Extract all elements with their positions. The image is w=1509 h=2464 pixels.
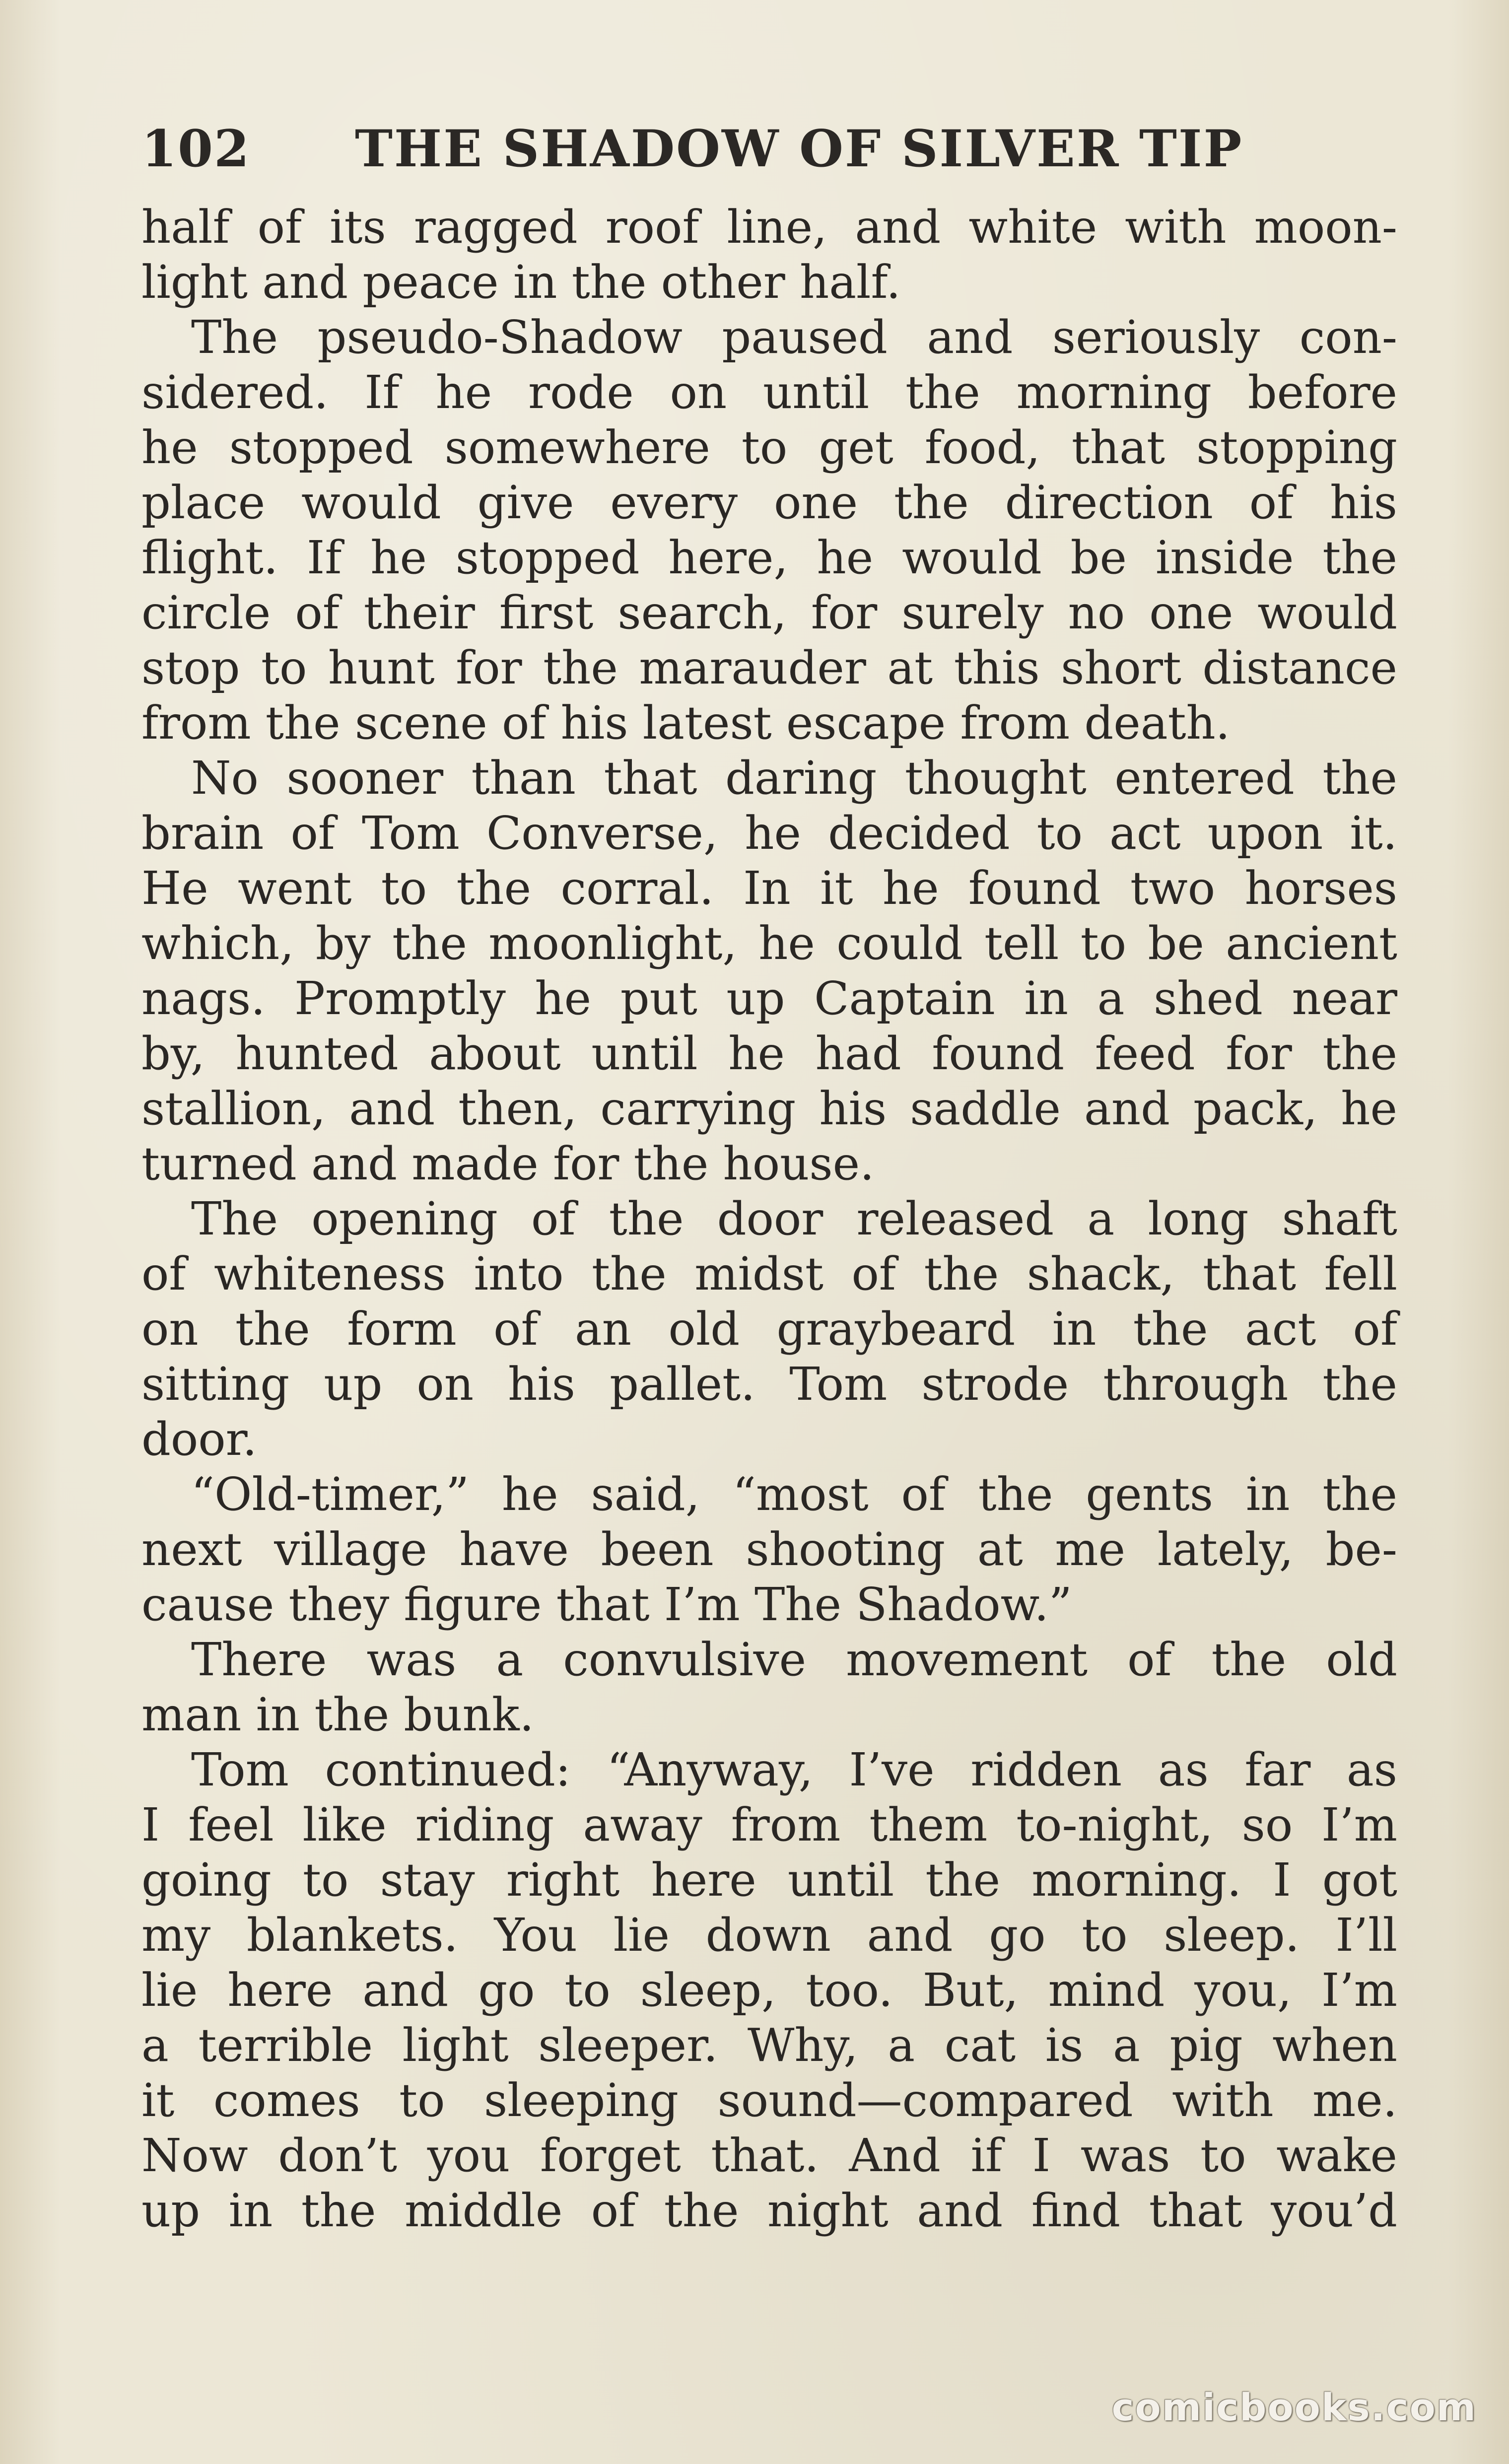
text-line: lie here and go to sleep, too. But, mind you, I’m xyxy=(141,1964,1397,2017)
text-line: my blankets. You lie down and go to sleep. I’ll xyxy=(141,1909,1397,1962)
text-line: nags. Promptly he put up Captain in a shed near xyxy=(141,972,1397,1025)
text-line: next village have been shooting at me lately, be- xyxy=(141,1523,1397,1576)
text-line: The opening of the door released a long shaft xyxy=(191,1192,1397,1245)
text-line: brain of Tom Converse, he decided to act upon it. xyxy=(141,807,1397,860)
text-line: up in the middle of the night and find that you’d xyxy=(141,2184,1397,2237)
text-line: on the form of an old graybeard in the act of xyxy=(141,1302,1397,1356)
text-line: Tom continued: “Anyway, I’ve ridden as far as xyxy=(191,1743,1397,1796)
text-line: it comes to sleeping sound—compared with me. xyxy=(141,2074,1397,2127)
text-line: flight. If he stopped here, he would be inside the xyxy=(141,531,1397,584)
text-line: The pseudo-Shadow paused and seriously con- xyxy=(191,311,1397,364)
text-line: by, hunted about until he had found feed for the xyxy=(141,1027,1397,1080)
text-line: from the scene of his latest escape from death. xyxy=(141,696,1231,750)
text-line: sidered. If he rode on until the morning before xyxy=(141,366,1397,419)
text-line: “Old-timer,” he said, “most of the gents in the xyxy=(191,1468,1397,1521)
text-line: man in the bunk. xyxy=(141,1688,534,1741)
text-line: stallion, and then, carrying his saddle and pack, he xyxy=(141,1082,1397,1135)
text-line: There was a convulsive movement of the old xyxy=(191,1633,1397,1686)
text-line: No sooner than that daring thought entered the xyxy=(191,752,1397,805)
text-line: place would give every one the direction of his xyxy=(141,476,1397,529)
text-line: He went to the corral. In it he found two horses xyxy=(141,862,1397,915)
text-line: turned and made for the house. xyxy=(141,1137,875,1190)
text-line: I feel like riding away from them to-night, so I’m xyxy=(141,1798,1397,1851)
text-line: he stopped somewhere to get food, that stopping xyxy=(141,421,1397,474)
watermark: comicbooks.com xyxy=(1111,2385,1477,2429)
text-line: Now don’t you forget that. And if I was to wake xyxy=(141,2129,1397,2182)
text-line: door. xyxy=(141,1413,257,1466)
text-line: sitting up on his pallet. Tom strode through the xyxy=(141,1358,1397,1411)
page-number: 102 xyxy=(141,119,250,179)
body-text xyxy=(141,200,1397,2238)
text-line: cause they figure that I’m The Shadow.” xyxy=(141,1578,1072,1631)
text-line: going to stay right here until the morning. I got xyxy=(141,1853,1397,1907)
text-line: light and peace in the other half. xyxy=(141,256,901,309)
book-page xyxy=(141,119,1397,2238)
text-line: half of its ragged roof line, and white with moon- xyxy=(141,201,1397,254)
text-line: a terrible light sleeper. Why, a cat is a pig when xyxy=(141,2019,1397,2072)
running-title: THE SHADOW OF SILVER TIP xyxy=(355,119,1243,179)
text-line: stop to hunt for the marauder at this short distance xyxy=(141,641,1397,694)
running-head xyxy=(141,119,1397,184)
text-line: of whiteness into the midst of the shack, that fell xyxy=(141,1247,1397,1300)
text-line: circle of their first search, for surely no one would xyxy=(141,586,1397,639)
text-line: which, by the moonlight, he could tell to be ancient xyxy=(141,917,1397,970)
